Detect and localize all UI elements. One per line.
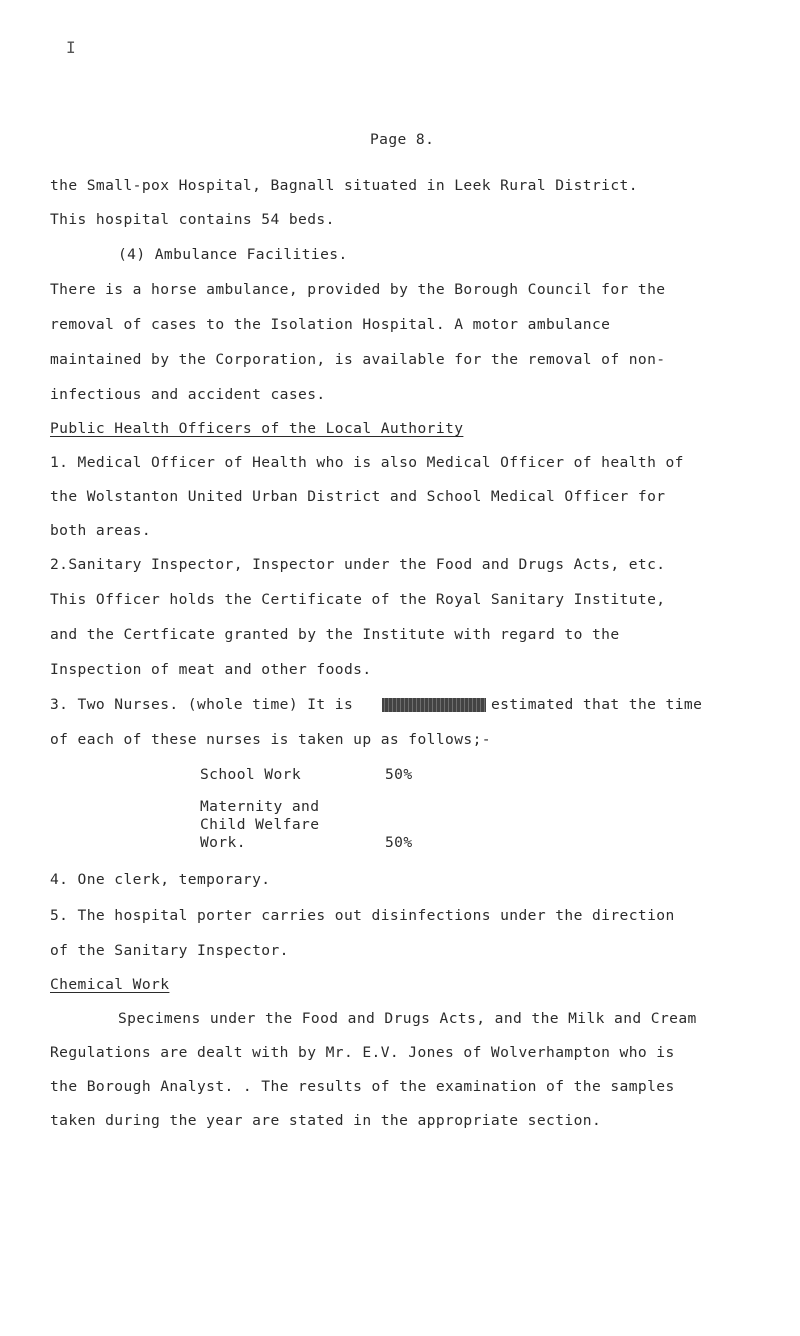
text-line: Specimens under the Food and Drugs Acts, and the Milk and Cream [118, 1010, 697, 1027]
table-cell-label: Maternity and [200, 798, 320, 815]
text-line: Inspection of meat and other foods. [50, 661, 372, 678]
section-heading-officers: Public Health Officers of the Local Authority [50, 420, 464, 437]
text-line: 5. The hospital porter carries out disinfections under the direction [50, 907, 675, 924]
table-cell-percent: 50% [385, 766, 413, 783]
section-heading-chemical: Chemical Work [50, 976, 170, 993]
section-heading-ambulance: (4) Ambulance Facilities. [118, 246, 348, 263]
text-line: of the Sanitary Inspector. [50, 942, 289, 959]
text-line: and the Certficate granted by the Institute with regard to the [50, 626, 620, 643]
text-line: This hospital contains 54 beds. [50, 211, 335, 228]
text-line: 1. Medical Officer of Health who is also Medical Officer of health of [50, 454, 684, 471]
text-line: the Borough Analyst. . The results of the examination of the samples [50, 1078, 675, 1095]
text-line: taken during the year are stated in the appropriate section. [50, 1112, 602, 1129]
text-line: of each of these nurses is taken up as follows;- [50, 731, 491, 748]
table-cell-percent: 50% [385, 834, 413, 851]
text-line: removal of cases to the Isolation Hospital. A motor ambulance [50, 316, 611, 333]
stray-mark: I [66, 38, 76, 57]
text-line-with-strikeout [50, 695, 750, 715]
text-line: Regulations are dealt with by Mr. E.V. Jones of Wolverhampton who is [50, 1044, 675, 1061]
text-line: infectious and accident cases. [50, 386, 326, 403]
struck-out-word [382, 698, 486, 712]
table-cell-label: Work. [200, 834, 246, 851]
text-line: There is a horse ambulance, provided by the Borough Council for the [50, 281, 666, 298]
page-number: Page 8. [370, 131, 435, 148]
text-line: both areas. [50, 522, 152, 539]
table-cell-label: Child Welfare [200, 816, 320, 833]
text-line: maintained by the Corporation, is available for the removal of non- [50, 351, 666, 368]
text-line: the Small-pox Hospital, Bagnall situated in Leek Rural District. [50, 177, 638, 194]
text-segment: 3. Two Nurses. (whole time) It is [50, 696, 354, 713]
text-line: 4. One clerk, temporary. [50, 871, 271, 888]
table-cell-label: School Work [200, 766, 302, 783]
text-line: This Officer holds the Certificate of the Royal Sanitary Institute, [50, 591, 666, 608]
text-segment: estimated that the time [491, 696, 703, 713]
text-line: the Wolstanton United Urban District and School Medical Officer for [50, 488, 666, 505]
text-line: 2.Sanitary Inspector, Inspector under the Food and Drugs Acts, etc. [50, 556, 666, 573]
